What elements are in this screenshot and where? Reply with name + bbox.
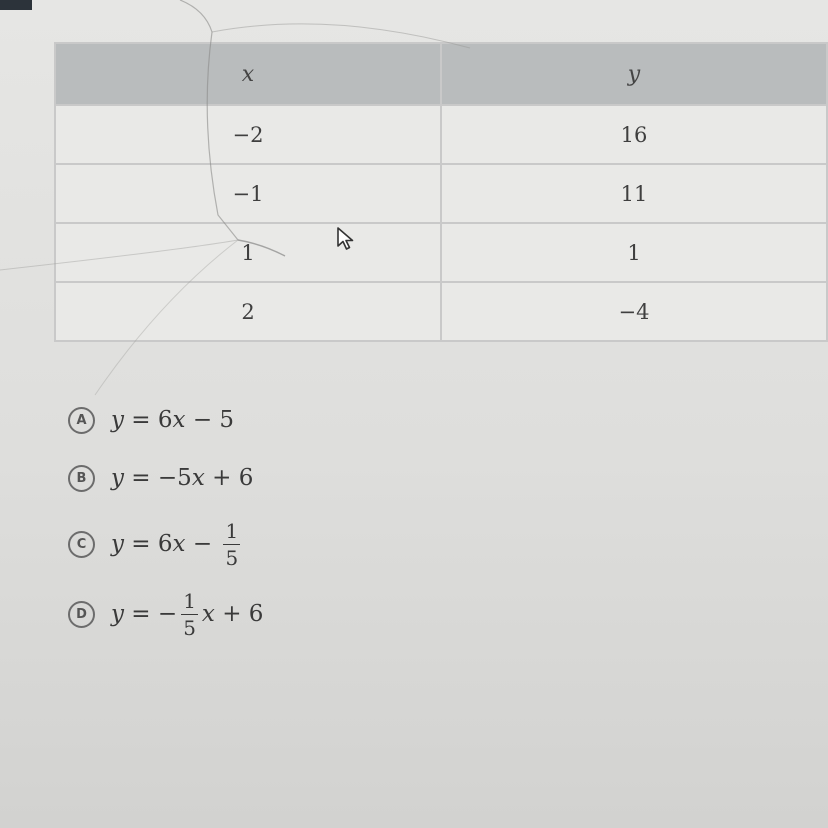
fraction-numerator: 1 bbox=[225, 518, 239, 543]
cell-x: 1 bbox=[55, 223, 441, 282]
variable-x: x bbox=[172, 407, 186, 433]
answer-option-d[interactable] bbox=[68, 584, 263, 644]
table-row bbox=[55, 105, 827, 164]
cell-x: −1 bbox=[55, 164, 441, 223]
fraction bbox=[181, 590, 198, 639]
option-b-equation bbox=[111, 465, 253, 491]
header-x: x bbox=[55, 43, 441, 105]
fraction-denominator: 5 bbox=[183, 615, 196, 640]
answer-choices bbox=[68, 398, 263, 654]
cell-y: 16 bbox=[441, 105, 827, 164]
table-row bbox=[55, 164, 827, 223]
negative-sign: − bbox=[157, 601, 178, 627]
answer-option-a[interactable] bbox=[68, 398, 263, 442]
xy-value-table bbox=[54, 42, 828, 342]
fraction-denominator: 5 bbox=[225, 545, 239, 570]
equals-sign: = bbox=[124, 407, 158, 433]
table-row bbox=[55, 223, 827, 282]
option-b-radio[interactable]: B bbox=[68, 465, 95, 492]
equation-lhs: y bbox=[111, 601, 124, 627]
option-c-equation bbox=[111, 520, 244, 569]
variable-x: x bbox=[172, 531, 186, 557]
coefficient: −5 bbox=[157, 465, 192, 491]
equation-lhs: y bbox=[111, 407, 124, 433]
equals-sign: = bbox=[124, 531, 158, 557]
minus-sign: − bbox=[185, 531, 220, 557]
cell-x: 2 bbox=[55, 282, 441, 341]
cell-y: 11 bbox=[441, 164, 827, 223]
coefficient: 6 bbox=[157, 407, 173, 433]
option-c-radio[interactable]: C bbox=[68, 531, 95, 558]
cell-x: −2 bbox=[55, 105, 441, 164]
header-y: y bbox=[441, 43, 827, 105]
constant-term: + 6 bbox=[214, 601, 264, 627]
mouse-pointer-icon bbox=[336, 226, 356, 252]
option-d-radio[interactable]: D bbox=[68, 601, 95, 628]
variable-x: x bbox=[201, 601, 215, 627]
fraction bbox=[223, 520, 240, 569]
coefficient: 6 bbox=[157, 531, 173, 557]
constant-term: + 6 bbox=[204, 465, 254, 491]
equals-sign: = bbox=[124, 601, 158, 627]
table-row bbox=[55, 282, 827, 341]
equals-sign: = bbox=[124, 465, 158, 491]
equation-lhs: y bbox=[111, 531, 124, 557]
window-corner-tab bbox=[0, 0, 32, 10]
option-a-radio[interactable]: A bbox=[68, 407, 95, 434]
table-header-row bbox=[55, 43, 827, 105]
answer-option-c[interactable] bbox=[68, 514, 263, 574]
answer-option-b[interactable] bbox=[68, 456, 263, 500]
cell-y: −4 bbox=[441, 282, 827, 341]
cell-y: 1 bbox=[441, 223, 827, 282]
constant-term: − 5 bbox=[185, 407, 235, 433]
variable-x: x bbox=[191, 465, 205, 491]
option-a-equation bbox=[111, 407, 234, 433]
equation-lhs: y bbox=[111, 465, 124, 491]
fraction-numerator: 1 bbox=[183, 588, 196, 613]
option-d-equation bbox=[111, 590, 263, 639]
